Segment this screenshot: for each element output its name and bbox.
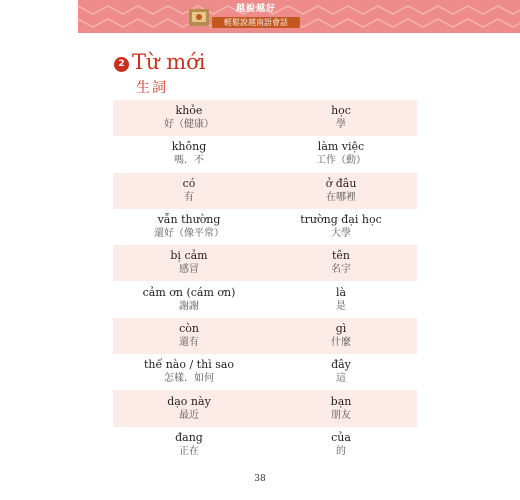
chinese-meaning: 謝謝: [179, 300, 199, 312]
vocab-entry-right: [265, 209, 417, 245]
vocab-row: [113, 281, 417, 317]
vietnamese-word: đang: [175, 430, 203, 444]
vocab-entry-right: [265, 281, 417, 317]
book-logo: [188, 4, 300, 30]
chinese-meaning: 大學: [331, 228, 351, 240]
vocab-entry-left: [113, 281, 265, 317]
vietnamese-word: còn: [179, 321, 199, 335]
vietnamese-word: khỏe: [175, 104, 203, 118]
chinese-meaning: 是: [336, 300, 346, 312]
vietnamese-word: cảm ơn (cám ơn): [142, 285, 236, 299]
vocab-entry-right: [265, 318, 417, 354]
chinese-meaning: 什麼: [331, 336, 351, 348]
vietnamese-word: làm việc: [317, 140, 365, 154]
vocab-entry-left: [113, 318, 265, 354]
vocab-row: [113, 354, 417, 390]
vietnamese-word: học: [331, 104, 351, 118]
vocab-entry-right: [265, 100, 417, 136]
vietnamese-word: của: [331, 430, 351, 444]
chinese-meaning: 怎樣．如何: [164, 373, 214, 385]
vocab-entry-right: [265, 427, 417, 463]
vietnamese-word: gì: [335, 321, 347, 335]
vietnamese-word: không: [171, 140, 207, 154]
chinese-meaning: 還好（像平常）: [154, 228, 224, 240]
chinese-meaning: 工作（動）: [316, 155, 366, 167]
vocab-entry-left: [113, 173, 265, 209]
vocab-entry-right: [265, 245, 417, 281]
vocab-entry-right: [265, 390, 417, 426]
vocab-entry-left: [113, 209, 265, 245]
page-number: 38: [254, 474, 266, 484]
vocab-entry-left: [113, 390, 265, 426]
vocabulary-table: [113, 100, 417, 463]
vocab-row: [113, 100, 417, 136]
section-number-badge: 2: [114, 57, 129, 72]
chinese-meaning: 有: [184, 191, 194, 203]
vietnamese-word: tên: [331, 249, 350, 263]
chinese-meaning: 學: [336, 119, 346, 131]
vietnamese-word: vẫn thường: [157, 213, 221, 227]
vocab-entry-right: [265, 173, 417, 209]
header-banner: [78, 0, 520, 33]
vietnamese-word: ở đâu: [325, 176, 357, 190]
vocab-row: [113, 318, 417, 354]
section-subtitle: 生詞: [136, 80, 168, 96]
chinese-meaning: 朋友: [331, 409, 351, 421]
vocab-row: [113, 245, 417, 281]
vietnamese-word: là: [335, 285, 347, 299]
vocab-row: [113, 136, 417, 172]
vocab-entry-left: [113, 427, 265, 463]
vietnamese-word: bị cảm: [170, 249, 208, 263]
vocab-entry-left: [113, 100, 265, 136]
section-title: Từ mới: [132, 50, 206, 74]
vietnamese-word: dạo này: [167, 394, 211, 408]
chinese-meaning: 還有: [179, 336, 199, 348]
vocab-row: [113, 427, 417, 463]
logo-title: 越說越好: [235, 4, 276, 14]
vocab-entry-right: [265, 136, 417, 172]
chinese-meaning: 這: [336, 373, 346, 385]
chinese-meaning: 正在: [179, 445, 199, 457]
logo-subtitle: 輕鬆說越南語會話: [212, 17, 300, 28]
vocab-entry-right: [265, 354, 417, 390]
vocab-row: [113, 209, 417, 245]
vietnamese-word: bạn: [330, 394, 352, 408]
chinese-meaning: 名字: [331, 264, 351, 276]
vietnamese-word: trường đại học: [300, 213, 382, 227]
vocab-row: [113, 173, 417, 209]
chinese-meaning: 的: [336, 445, 346, 457]
chinese-meaning: 嗎．不: [174, 155, 204, 167]
vocab-row: [113, 390, 417, 426]
chinese-meaning: 感冒: [179, 264, 199, 276]
vietnamese-word: thế nào / thì sao: [143, 358, 235, 372]
chinese-meaning: 好（健康）: [164, 119, 214, 131]
book-logo-icon: [188, 6, 210, 28]
vietnamese-word: có: [182, 176, 196, 190]
vocab-entry-left: [113, 354, 265, 390]
vocab-entry-left: [113, 245, 265, 281]
vietnamese-word: đây: [331, 358, 351, 372]
vocab-entry-left: [113, 136, 265, 172]
chinese-meaning: 最近: [179, 409, 199, 421]
chinese-meaning: 在哪裡: [326, 191, 356, 203]
